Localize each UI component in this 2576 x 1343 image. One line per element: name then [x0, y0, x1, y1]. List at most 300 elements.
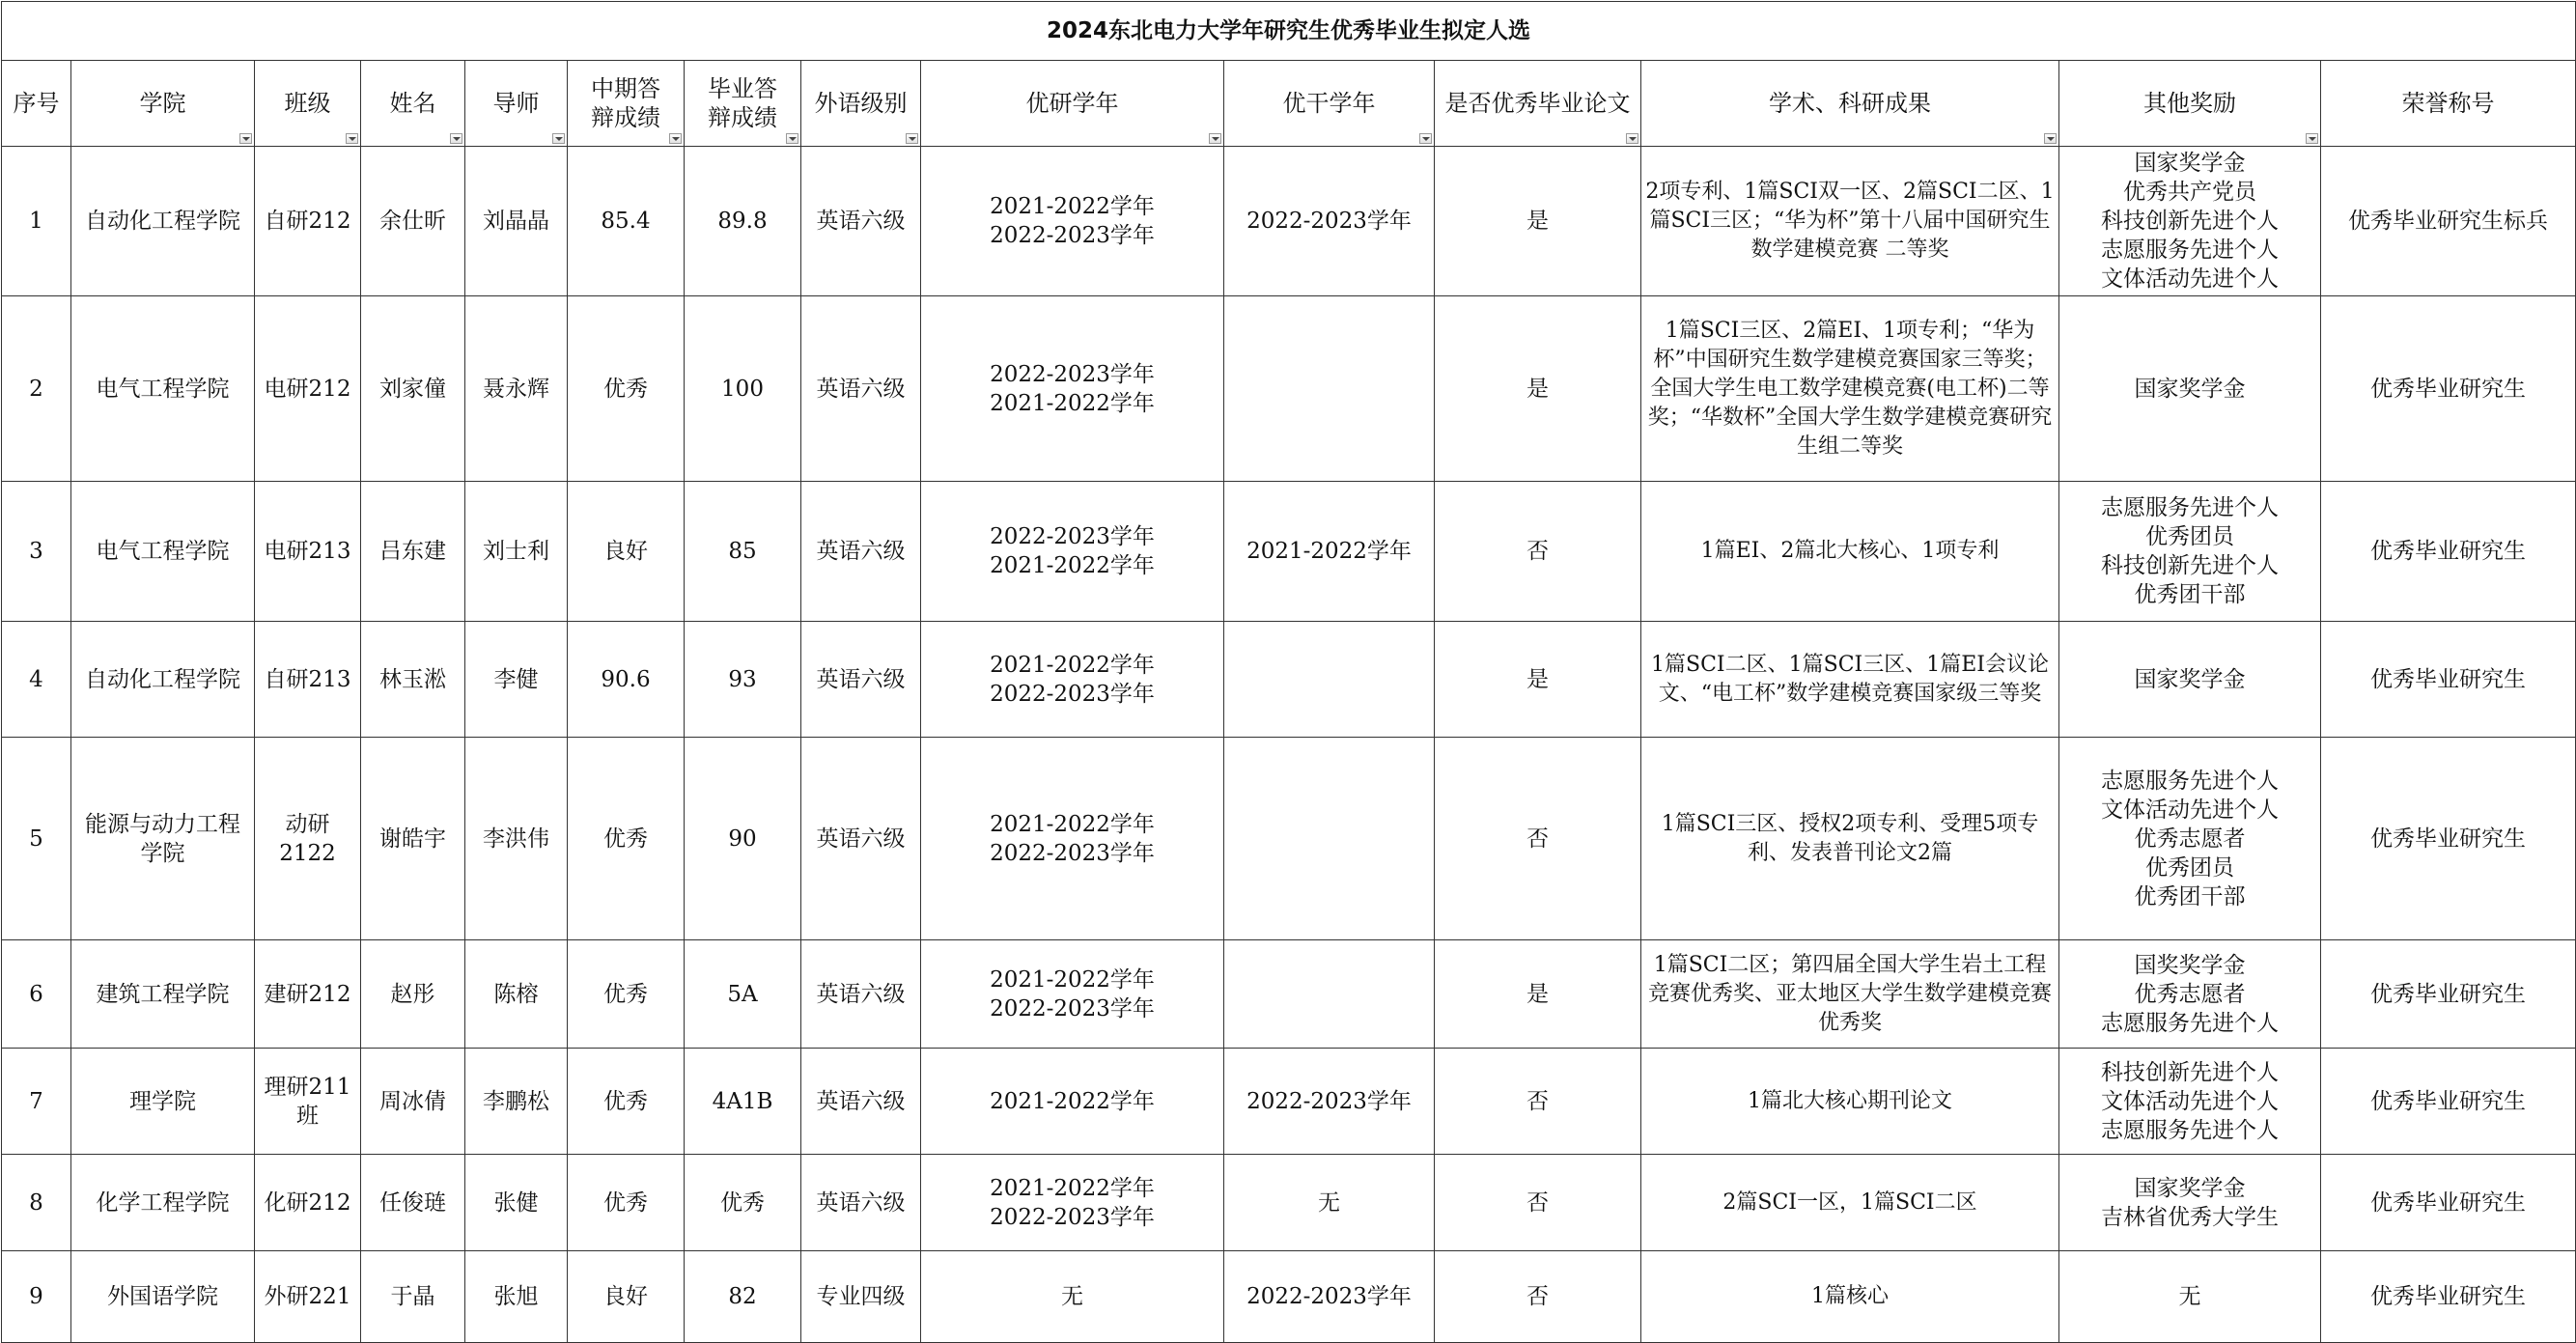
cell-text: 优秀 — [603, 981, 648, 1007]
cell-other-awards[interactable] — [2059, 1155, 2321, 1251]
cell-research[interactable] — [1641, 1251, 2059, 1343]
cell-line: 志愿服务先进个人 — [2101, 1117, 2279, 1143]
cell-class[interactable] — [255, 738, 361, 940]
cell-line: 文体活动先进个人 — [2101, 797, 2279, 823]
cell-no[interactable] — [2, 622, 71, 738]
cell-no[interactable] — [2, 940, 71, 1049]
cell-language[interactable] — [801, 1155, 921, 1251]
cell-text: 电研212 — [264, 376, 351, 402]
cell-excellent-thesis[interactable] — [1435, 296, 1641, 482]
cell-text: 自动化工程学院 — [85, 209, 240, 234]
cell-excellent-thesis[interactable] — [1435, 738, 1641, 940]
cell-name[interactable] — [361, 147, 465, 296]
cell-excellent-study-year[interactable] — [921, 1049, 1224, 1155]
filter-dropdown-icon[interactable] — [2306, 133, 2318, 144]
cell-text: 化研212 — [264, 1189, 351, 1216]
cell-line: 科技创新先进个人 — [2101, 1059, 2279, 1085]
cell-final-score[interactable] — [685, 1251, 801, 1343]
cell-name[interactable] — [361, 738, 465, 940]
cell-text: 是 — [1526, 376, 1549, 402]
cell-advisor[interactable] — [465, 147, 568, 296]
cell-excellent-thesis[interactable] — [1435, 1155, 1641, 1251]
cell-text: 3 — [29, 539, 43, 564]
cell-text: 林玉淞 — [379, 666, 446, 692]
cell-text: 2022-2023学年 — [1246, 1284, 1412, 1309]
cell-excellent-cadre-year[interactable] — [1224, 1251, 1435, 1343]
cell-honor[interactable] — [2321, 1155, 2576, 1251]
header-label: 中期答辩成绩 — [591, 75, 660, 131]
cell-text: 85 — [728, 539, 757, 564]
cell-line: 文体活动先进个人 — [2101, 1088, 2279, 1114]
cell-text: 是 — [1526, 981, 1549, 1007]
graduate-table — [1, 1, 2576, 1343]
cell-text: 良好 — [603, 1284, 648, 1309]
cell-text: 外研221 — [264, 1284, 351, 1309]
cell-research[interactable] — [1641, 296, 2059, 482]
header-final-score — [685, 61, 801, 147]
cell-mid-score[interactable] — [568, 1155, 685, 1251]
table-row — [2, 1155, 2576, 1251]
cell-other-awards[interactable] — [2059, 622, 2321, 738]
cell-text: 优秀毕业研究生 — [2370, 1189, 2527, 1216]
cell-mid-score[interactable] — [568, 296, 685, 482]
cell-text: 2021-2022学年 — [1246, 539, 1412, 564]
cell-excellent-cadre-year[interactable] — [1224, 1049, 1435, 1155]
cell-line: 国奖奖学金 — [2134, 952, 2246, 978]
cell-line: 2022-2023学年 — [990, 223, 1155, 248]
cell-text: 李健 — [493, 666, 539, 692]
cell-text: 建筑工程学院 — [96, 981, 230, 1007]
cell-text: 英语六级 — [816, 209, 906, 234]
cell-line: 2022-2023学年 — [990, 361, 1155, 387]
cell-text: 2022-2023学年 — [1246, 209, 1412, 234]
cell-name[interactable] — [361, 1049, 465, 1155]
cell-final-score[interactable] — [685, 622, 801, 738]
cell-text: 能源与动力工程学院 — [85, 811, 240, 866]
header-label: 其他奖励 — [2143, 90, 2236, 117]
cell-text: 1篇SCI三区、2篇EI、1项专利；“华为杯”中国研究生数学建模竞赛国家三等奖；全国大学生电工数学建模竞赛(电工杯)二等奖；“华数杯”全国大学生数学建模竞赛研究生组二等奖 — [1647, 318, 2053, 459]
cell-text: 1篇SCI二区、1篇SCI三区、1篇EI会议论文、“电工杯”数学建模竞赛国家级三等奖 — [1651, 652, 2049, 706]
cell-line: 科技创新先进个人 — [2101, 209, 2279, 234]
cell-class[interactable] — [255, 622, 361, 738]
cell-text: 2项专利、1篇SCI双一区、2篇SCI二区、1篇SCI三区；“华为杯”第十八届中国研究生数学建模竞赛 二等奖 — [1645, 180, 2055, 262]
cell-advisor[interactable] — [465, 482, 568, 622]
cell-college[interactable] — [71, 147, 255, 296]
cell-line: 2021-2022学年 — [990, 553, 1155, 578]
cell-excellent-study-year[interactable] — [921, 940, 1224, 1049]
cell-excellent-thesis[interactable] — [1435, 147, 1641, 296]
cell-excellent-study-year[interactable] — [921, 1251, 1224, 1343]
cell-language[interactable] — [801, 1251, 921, 1343]
cell-line: 2021-2022学年 — [990, 652, 1155, 678]
cell-college[interactable] — [71, 1251, 255, 1343]
cell-text: 英语六级 — [816, 825, 906, 852]
header-excellent-cadre-year — [1224, 61, 1435, 147]
cell-line: 国家奖学金 — [2134, 151, 2246, 176]
cell-text: 优秀毕业研究生 — [2370, 981, 2527, 1007]
cell-text: 于晶 — [390, 1284, 435, 1309]
cell-line: 优秀志愿者 — [2134, 981, 2246, 1007]
cell-text: 是 — [1526, 209, 1549, 234]
cell-research[interactable] — [1641, 738, 2059, 940]
table-row — [2, 738, 2576, 940]
cell-honor[interactable] — [2321, 738, 2576, 940]
cell-excellent-cadre-year[interactable] — [1224, 622, 1435, 738]
cell-excellent-thesis[interactable] — [1435, 622, 1641, 738]
cell-excellent-thesis[interactable] — [1435, 482, 1641, 622]
cell-college[interactable] — [71, 1155, 255, 1251]
cell-excellent-thesis[interactable] — [1435, 1049, 1641, 1155]
cell-text: 优秀 — [603, 825, 648, 852]
cell-excellent-study-year[interactable] — [921, 738, 1224, 940]
cell-college[interactable] — [71, 482, 255, 622]
cell-no[interactable] — [2, 738, 71, 940]
cell-line: 2022-2023学年 — [990, 524, 1155, 549]
cell-text: 李鹏松 — [483, 1088, 549, 1114]
filter-dropdown-icon[interactable] — [346, 133, 358, 144]
cell-language[interactable] — [801, 296, 921, 482]
cell-line: 志愿服务先进个人 — [2101, 238, 2279, 263]
table-row — [2, 147, 2576, 296]
cell-honor[interactable] — [2321, 482, 2576, 622]
header-label: 学术、科研成果 — [1769, 90, 1931, 117]
cell-excellent-study-year[interactable] — [921, 1155, 1224, 1251]
cell-excellent-cadre-year[interactable] — [1224, 482, 1435, 622]
cell-name[interactable] — [361, 296, 465, 482]
cell-text: 82 — [728, 1284, 757, 1309]
cell-text: 任俊琏 — [379, 1189, 446, 1216]
header-class — [255, 61, 361, 147]
cell-mid-score[interactable] — [568, 147, 685, 296]
cell-text: 刘家僮 — [379, 376, 446, 402]
cell-no[interactable] — [2, 482, 71, 622]
cell-no[interactable] — [2, 1155, 71, 1251]
filter-dropdown-icon[interactable] — [1209, 133, 1221, 144]
cell-mid-score[interactable] — [568, 940, 685, 1049]
cell-language[interactable] — [801, 940, 921, 1049]
cell-language[interactable] — [801, 622, 921, 738]
cell-line: 优秀志愿者 — [2134, 825, 2246, 852]
cell-mid-score[interactable] — [568, 738, 685, 940]
cell-other-awards[interactable] — [2059, 1251, 2321, 1343]
cell-text: 2篇SCI一区，1篇SCI二区 — [1722, 1189, 1977, 1215]
cell-other-awards[interactable] — [2059, 482, 2321, 622]
cell-honor[interactable] — [2321, 940, 2576, 1049]
header-label: 外语级别 — [814, 90, 908, 117]
cell-text: 电气工程学院 — [96, 376, 230, 402]
cell-mid-score[interactable] — [568, 622, 685, 738]
cell-text: 2022-2023学年 — [1246, 1088, 1412, 1114]
cell-advisor[interactable] — [465, 738, 568, 940]
cell-college[interactable] — [71, 1049, 255, 1155]
cell-text: 英语六级 — [816, 539, 906, 564]
cell-final-score[interactable] — [685, 296, 801, 482]
cell-other-awards[interactable] — [2059, 296, 2321, 482]
header-label: 学院 — [139, 90, 186, 117]
cell-text: 李洪伟 — [483, 825, 549, 852]
cell-text: 优秀毕业研究生 — [2370, 666, 2527, 692]
cell-college[interactable] — [71, 622, 255, 738]
cell-name[interactable] — [361, 482, 465, 622]
header-research — [1641, 61, 2059, 147]
cell-text: 吕东建 — [379, 539, 446, 564]
cell-text: 7 — [29, 1088, 43, 1114]
filter-dropdown-icon[interactable] — [2044, 133, 2057, 144]
cell-line: 2021-2022学年 — [990, 1175, 1155, 1201]
cell-honor[interactable] — [2321, 1251, 2576, 1343]
table-row — [2, 1049, 2576, 1155]
cell-final-score[interactable] — [685, 482, 801, 622]
header-excellent-thesis — [1435, 61, 1641, 147]
cell-line: 无 — [2178, 1284, 2201, 1309]
cell-honor[interactable] — [2321, 147, 2576, 296]
header-label: 序号 — [13, 90, 60, 117]
cell-class[interactable] — [255, 1155, 361, 1251]
cell-text: 自研213 — [264, 666, 351, 692]
cell-text: 英语六级 — [816, 1189, 906, 1216]
cell-line: 2022-2023学年 — [990, 995, 1155, 1021]
cell-name[interactable] — [361, 622, 465, 738]
cell-line: 优秀团员 — [2145, 524, 2234, 549]
cell-text: 优秀毕业研究生 — [2370, 1284, 2527, 1309]
filter-dropdown-icon[interactable] — [906, 133, 918, 144]
cell-text: 自动化工程学院 — [85, 666, 240, 692]
cell-advisor[interactable] — [465, 1049, 568, 1155]
cell-language[interactable] — [801, 1049, 921, 1155]
cell-text: 陈榕 — [493, 981, 539, 1007]
cell-class[interactable] — [255, 1049, 361, 1155]
cell-mid-score[interactable] — [568, 1049, 685, 1155]
cell-text: 9 — [29, 1284, 43, 1309]
cell-text: 电研213 — [264, 539, 351, 564]
filter-dropdown-icon[interactable] — [552, 133, 565, 144]
cell-final-score[interactable] — [685, 738, 801, 940]
cell-text: 周冰倩 — [379, 1088, 446, 1114]
header-no — [2, 61, 71, 147]
cell-excellent-cadre-year[interactable] — [1224, 940, 1435, 1049]
cell-advisor[interactable] — [465, 1155, 568, 1251]
cell-text: 4A1B — [712, 1088, 773, 1114]
cell-no[interactable] — [2, 1049, 71, 1155]
cell-final-score[interactable] — [685, 940, 801, 1049]
cell-line: 2022-2023学年 — [990, 840, 1155, 866]
header-label: 班级 — [284, 90, 331, 117]
cell-college[interactable] — [71, 940, 255, 1049]
cell-text: 1篇北大核心期刊论文 — [1748, 1088, 1952, 1113]
cell-text: 否 — [1526, 539, 1549, 564]
cell-name[interactable] — [361, 1155, 465, 1251]
cell-other-awards[interactable] — [2059, 1049, 2321, 1155]
cell-line: 国家奖学金 — [2134, 376, 2246, 402]
cell-final-score[interactable] — [685, 1155, 801, 1251]
cell-research[interactable] — [1641, 1155, 2059, 1251]
cell-line: 2021-2022学年 — [990, 811, 1155, 837]
cell-text: 余仕昕 — [379, 209, 446, 234]
cell-text: 1 — [29, 209, 43, 234]
table-row — [2, 940, 2576, 1049]
cell-text: 谢皓宇 — [379, 825, 446, 852]
cell-final-score[interactable] — [685, 147, 801, 296]
cell-college[interactable] — [71, 296, 255, 482]
cell-text: 90.6 — [601, 666, 651, 692]
cell-class[interactable] — [255, 296, 361, 482]
cell-text: 英语六级 — [816, 666, 906, 692]
cell-line: 文体活动先进个人 — [2101, 266, 2279, 292]
cell-line: 国家奖学金 — [2134, 666, 2246, 692]
header-excellent-study-year — [921, 61, 1224, 147]
cell-excellent-study-year[interactable] — [921, 296, 1224, 482]
cell-text: 4 — [29, 666, 43, 692]
cell-line: 优秀团干部 — [2134, 883, 2246, 909]
cell-language[interactable] — [801, 738, 921, 940]
cell-line: 2022-2023学年 — [990, 1204, 1155, 1230]
cell-line: 2021-2022学年 — [990, 390, 1155, 416]
cell-text: 化学工程学院 — [96, 1189, 230, 1216]
table-row — [2, 1251, 2576, 1343]
cell-other-awards[interactable] — [2059, 147, 2321, 296]
cell-text: 优秀 — [720, 1189, 765, 1216]
cell-line: 优秀共产党员 — [2123, 180, 2256, 205]
cell-line: 2022-2023学年 — [990, 681, 1155, 707]
cell-line: 吉林省优秀大学生 — [2101, 1204, 2279, 1230]
cell-text: 赵彤 — [390, 981, 435, 1007]
filter-dropdown-icon[interactable] — [786, 133, 798, 144]
filter-dropdown-icon[interactable] — [239, 133, 252, 144]
cell-research[interactable] — [1641, 940, 2059, 1049]
cell-text: 8 — [29, 1189, 43, 1216]
cell-college[interactable] — [71, 738, 255, 940]
cell-honor[interactable] — [2321, 296, 2576, 482]
cell-line: 2021-2022学年 — [990, 966, 1155, 993]
cell-text: 89.8 — [717, 209, 768, 234]
header-college — [71, 61, 255, 147]
cell-name[interactable] — [361, 940, 465, 1049]
cell-text: 理学院 — [129, 1088, 196, 1114]
filter-dropdown-icon[interactable] — [1626, 133, 1638, 144]
cell-mid-score[interactable] — [568, 482, 685, 622]
cell-text: 动研2122 — [279, 811, 336, 866]
cell-text: 优秀 — [603, 1189, 648, 1216]
cell-advisor[interactable] — [465, 1251, 568, 1343]
header-label: 荣誉称号 — [2401, 90, 2495, 117]
cell-research[interactable] — [1641, 482, 2059, 622]
cell-text: 100 — [721, 376, 764, 402]
cell-text: 1篇SCI三区、授权2项专利、受理5项专利、发表普刊论文2篇 — [1661, 811, 2039, 865]
header-label: 是否优秀毕业论文 — [1444, 90, 1631, 117]
cell-class[interactable] — [255, 1251, 361, 1343]
header-row — [2, 61, 2576, 147]
cell-line: 科技创新先进个人 — [2101, 553, 2279, 578]
header-advisor — [465, 61, 568, 147]
header-label: 毕业答辩成绩 — [708, 75, 777, 131]
cell-line: 无 — [1061, 1284, 1083, 1309]
cell-excellent-cadre-year[interactable] — [1224, 296, 1435, 482]
cell-text: 5 — [29, 825, 43, 852]
cell-class[interactable] — [255, 482, 361, 622]
cell-excellent-cadre-year[interactable] — [1224, 1155, 1435, 1251]
header-mid-score — [568, 61, 685, 147]
cell-other-awards[interactable] — [2059, 940, 2321, 1049]
cell-other-awards[interactable] — [2059, 738, 2321, 940]
cell-line: 优秀团干部 — [2134, 582, 2246, 607]
cell-text: 1篇EI、2篇北大核心、1项专利 — [1700, 539, 2000, 563]
filter-dropdown-icon[interactable] — [1419, 133, 1432, 144]
cell-excellent-thesis[interactable] — [1435, 1251, 1641, 1343]
cell-final-score[interactable] — [685, 1049, 801, 1155]
cell-advisor[interactable] — [465, 622, 568, 738]
cell-text: 优秀毕业研究生 — [2370, 376, 2527, 402]
table-row — [2, 296, 2576, 482]
cell-text: 张旭 — [493, 1284, 539, 1309]
header-other-awards — [2059, 61, 2321, 147]
cell-research[interactable] — [1641, 147, 2059, 296]
header-label: 导师 — [492, 90, 540, 117]
cell-text: 优秀毕业研究生 — [2370, 1088, 2527, 1114]
cell-excellent-study-year[interactable] — [921, 482, 1224, 622]
cell-text: 电气工程学院 — [96, 539, 230, 564]
cell-text: 英语六级 — [816, 981, 906, 1007]
cell-line: 2021-2022学年 — [990, 194, 1155, 219]
cell-text: 无 — [1318, 1189, 1340, 1216]
cell-advisor[interactable] — [465, 296, 568, 482]
header-label: 优干学年 — [1282, 90, 1376, 117]
cell-text: 93 — [728, 666, 757, 692]
cell-language[interactable] — [801, 482, 921, 622]
cell-research[interactable] — [1641, 622, 2059, 738]
header-honor — [2321, 61, 2576, 147]
cell-text: 优秀毕业研究生 — [2370, 825, 2527, 852]
cell-excellent-cadre-year[interactable] — [1224, 738, 1435, 940]
cell-excellent-thesis[interactable] — [1435, 940, 1641, 1049]
cell-line: 志愿服务先进个人 — [2101, 768, 2279, 794]
cell-text: 聂永辉 — [483, 376, 549, 402]
cell-text: 建研212 — [264, 981, 351, 1007]
cell-no[interactable] — [2, 147, 71, 296]
header-label: 姓名 — [389, 90, 436, 117]
cell-excellent-study-year[interactable] — [921, 147, 1224, 296]
cell-honor[interactable] — [2321, 622, 2576, 738]
cell-class[interactable] — [255, 940, 361, 1049]
filter-dropdown-icon[interactable] — [669, 133, 682, 144]
cell-class[interactable] — [255, 147, 361, 296]
cell-excellent-cadre-year[interactable] — [1224, 147, 1435, 296]
filter-dropdown-icon[interactable] — [450, 133, 462, 144]
cell-text: 2 — [29, 376, 43, 402]
cell-text: 自研212 — [264, 209, 351, 234]
cell-advisor[interactable] — [465, 940, 568, 1049]
cell-excellent-study-year[interactable] — [921, 622, 1224, 738]
cell-language[interactable] — [801, 147, 921, 296]
cell-text: 外国语学院 — [107, 1284, 218, 1309]
cell-text: 良好 — [603, 539, 648, 564]
cell-name[interactable] — [361, 1251, 465, 1343]
cell-text: 张健 — [493, 1189, 539, 1216]
cell-honor[interactable] — [2321, 1049, 2576, 1155]
cell-text: 优秀毕业研究生标兵 — [2348, 209, 2549, 234]
cell-line: 2021-2022学年 — [990, 1088, 1155, 1114]
cell-text: 优秀 — [603, 376, 648, 402]
cell-line: 国家奖学金 — [2134, 1175, 2246, 1201]
cell-text: 1篇核心 — [1811, 1284, 1889, 1308]
cell-line: 优秀团员 — [2145, 854, 2234, 881]
cell-mid-score[interactable] — [568, 1251, 685, 1343]
cell-text: 6 — [29, 981, 43, 1007]
cell-text: 5A — [727, 981, 758, 1007]
cell-no[interactable] — [2, 1251, 71, 1343]
cell-research[interactable] — [1641, 1049, 2059, 1155]
cell-no[interactable] — [2, 296, 71, 482]
cell-text: 1篇SCI二区；第四届全国大学生岩土工程竞赛优秀奖、亚太地区大学生数学建模竞赛优秀奖 — [1647, 952, 2052, 1035]
